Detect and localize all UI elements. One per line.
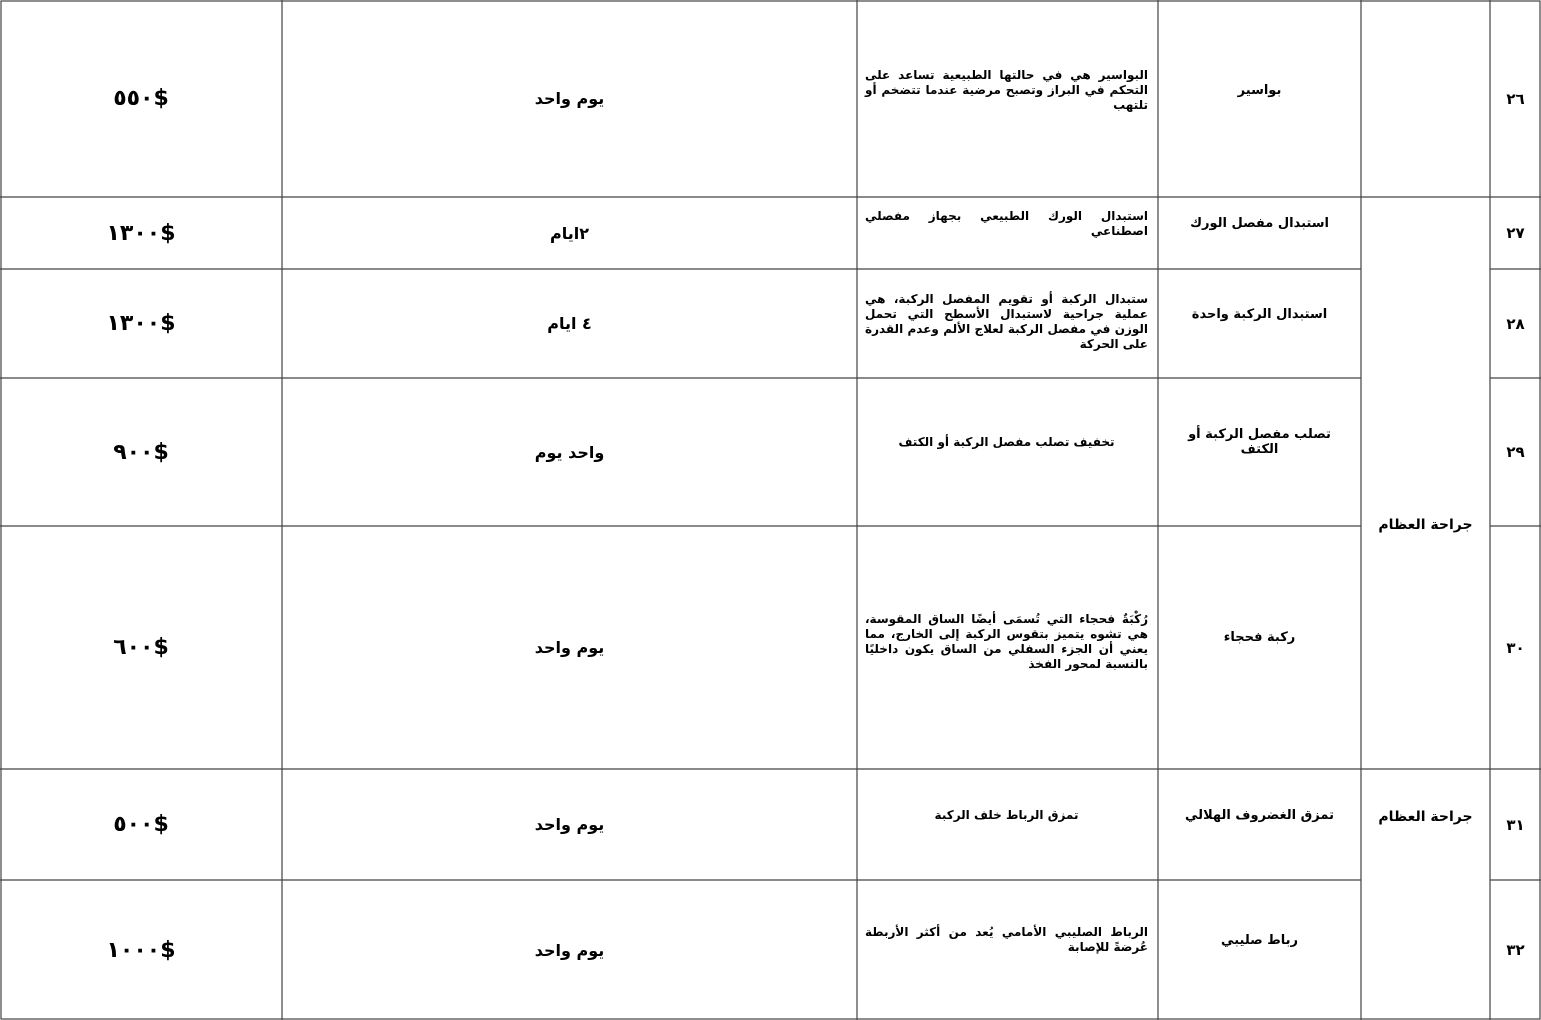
procedure-name: رباط صليبي: [1221, 933, 1298, 948]
price: ٩٠٠$: [113, 439, 169, 465]
department-cell: جراحة العظام: [1378, 809, 1473, 825]
department-cell: جراحة العظام: [1378, 516, 1473, 533]
row-number: ٣١: [1506, 815, 1525, 834]
hospital-stay: ٢ايام: [550, 223, 589, 243]
row-number: ٢٦: [1506, 89, 1525, 108]
price: ٦٠٠$: [113, 635, 169, 660]
hospital-stay: ٤ ايام: [547, 314, 592, 333]
procedure-description: تمزق الرباط خلف الركبة: [934, 808, 1079, 822]
procedure-name: ركبة فحجاء: [1223, 630, 1296, 645]
hospital-stay: يوم واحد: [534, 940, 605, 960]
procedure-description: البواسير هي في حالتها الطبيعية تساعد على التحكم في البراز وتصبح مرضية عندما تتضخم أو تلتهب: [865, 68, 1148, 112]
hospital-stay: يوم واحد: [534, 638, 605, 657]
procedure-name: استبدال مفصل الورك: [1190, 216, 1329, 231]
procedure-description: رُكْبَةٌ فحجاء التي تُسمَى أيضًا الساق المقوسة، هي تشوه يتميز بتقوس الركبة إلى الخارج، مما يعني أن الجزء السفلي من الساق يكون داخليًا بالنسبة لمحور الفخذ: [865, 611, 1148, 671]
price: ١٣٠٠$: [106, 220, 176, 246]
procedure-name: تمزق الغضروف الهلالي: [1185, 808, 1334, 823]
row-number: ٢٩: [1506, 443, 1525, 461]
price: ٥٥٠$: [113, 86, 169, 111]
procedure-name: استبدال الركبة واحدة: [1191, 306, 1328, 322]
row-number: ٢٧: [1506, 224, 1525, 242]
procedure-description: تخفيف تصلب مفصل الركبة أو الكتف: [898, 434, 1115, 449]
procedure-description: استبدال الورك الطبيعي بجهاز مفصلي اصطناعي: [865, 208, 1148, 238]
price: ٥٠٠$: [113, 812, 169, 837]
row-number: ٢٨: [1506, 314, 1525, 333]
department-cell: [1361, 0, 1490, 197]
procedure-name: بواسير: [1237, 83, 1282, 98]
hospital-stay: يوم واحد: [534, 89, 605, 108]
row-number: ٣٢: [1506, 941, 1525, 959]
procedure-description: الرباط الصليبي الأمامي يُعد من أكثر الأربطة عُرضةً للإصابة: [865, 924, 1148, 954]
procedure-description: ستبدال الركبة أو تقويم المفصل الركبة، هي عملية جراحية لاستبدال الأسطح التي تحمل الوزن في مفصل الركبة لعلاج الألم وعدم القدرة على الحركة: [865, 292, 1148, 351]
hospital-stay: واحد يوم: [534, 442, 605, 462]
price: ١٠٠٠$: [106, 937, 176, 963]
row-number: ٣٠: [1506, 638, 1525, 657]
price: ١٣٠٠$: [106, 311, 176, 336]
hospital-stay: يوم واحد: [534, 815, 605, 834]
procedure-name: تصلب مفصل الركبة أو الكتف: [1188, 427, 1331, 457]
